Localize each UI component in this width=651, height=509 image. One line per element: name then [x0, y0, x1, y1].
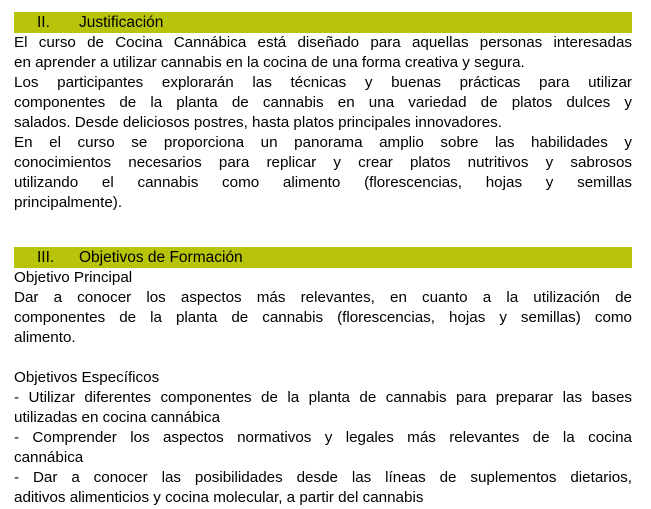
text-line: principalmente). — [14, 194, 123, 211]
text-line: Dar a conocer los aspectos más relevantes, en cuanto a la utilización de — [14, 289, 632, 306]
text-line: cannábica — [14, 449, 84, 466]
text-line: utilizadas en cocina cannábica — [14, 409, 221, 426]
text-line: alimento. — [14, 329, 76, 346]
paragraph-participants — [14, 73, 632, 133]
section-number: III. — [37, 249, 55, 266]
section-title: Objetivos de Formación — [79, 249, 243, 266]
text-line: aditivos alimenticios y cocina molecular, a partir del cannabis — [14, 489, 424, 506]
objetivo-especifico-item — [14, 468, 632, 508]
text-line: componentes de la planta de cannabis (florescencias, hojas y semillas) como — [14, 309, 632, 326]
text-line: Los participantes explorarán las técnicas y buenas prácticas para utilizar — [14, 74, 632, 91]
section-header-justificacion — [14, 12, 632, 33]
text-line: utilizando el cannabis como alimento (florescencias, hojas y semillas — [14, 174, 632, 191]
objetivo-principal-heading: Objetivo Principal — [14, 269, 133, 286]
objetivo-principal-text — [14, 288, 632, 348]
paragraph-intro — [14, 33, 632, 73]
document-page — [14, 12, 632, 508]
objetivo-especifico-item — [14, 428, 632, 468]
text-line: salados. Desde deliciosos postres, hasta platos principales innovadores. — [14, 114, 502, 131]
section-title: Justificación — [79, 14, 164, 31]
text-line: - Comprender los aspectos normativos y legales más relevantes de la cocina — [14, 429, 632, 446]
text-line: conocimientos necesarios para replicar y crear platos nutritivos y sabrosos — [14, 154, 632, 171]
text-line: - Utilizar diferentes componentes de la planta de cannabis para preparar las bases — [14, 389, 632, 406]
text-line: El curso de Cocina Cannábica está diseñado para aquellas personas interesadas — [14, 34, 632, 51]
paragraph-overview — [14, 133, 632, 213]
section-header-objetivos — [14, 247, 632, 268]
text-line: - Dar a conocer las posibilidades desde las líneas de suplementos dietarios, — [14, 469, 632, 486]
objetivo-especifico-item — [14, 388, 632, 428]
objetivos-especificos-heading: Objetivos Específicos — [14, 369, 160, 386]
section-number: II. — [37, 14, 50, 31]
text-line: en aprender a utilizar cannabis en la cocina de una forma creativa y segura. — [14, 54, 525, 71]
text-line: En el curso se proporciona un panorama amplio sobre las habilidades y — [14, 134, 632, 151]
text-line: componentes de la planta de cannabis en una variedad de platos dulces y — [14, 94, 632, 111]
